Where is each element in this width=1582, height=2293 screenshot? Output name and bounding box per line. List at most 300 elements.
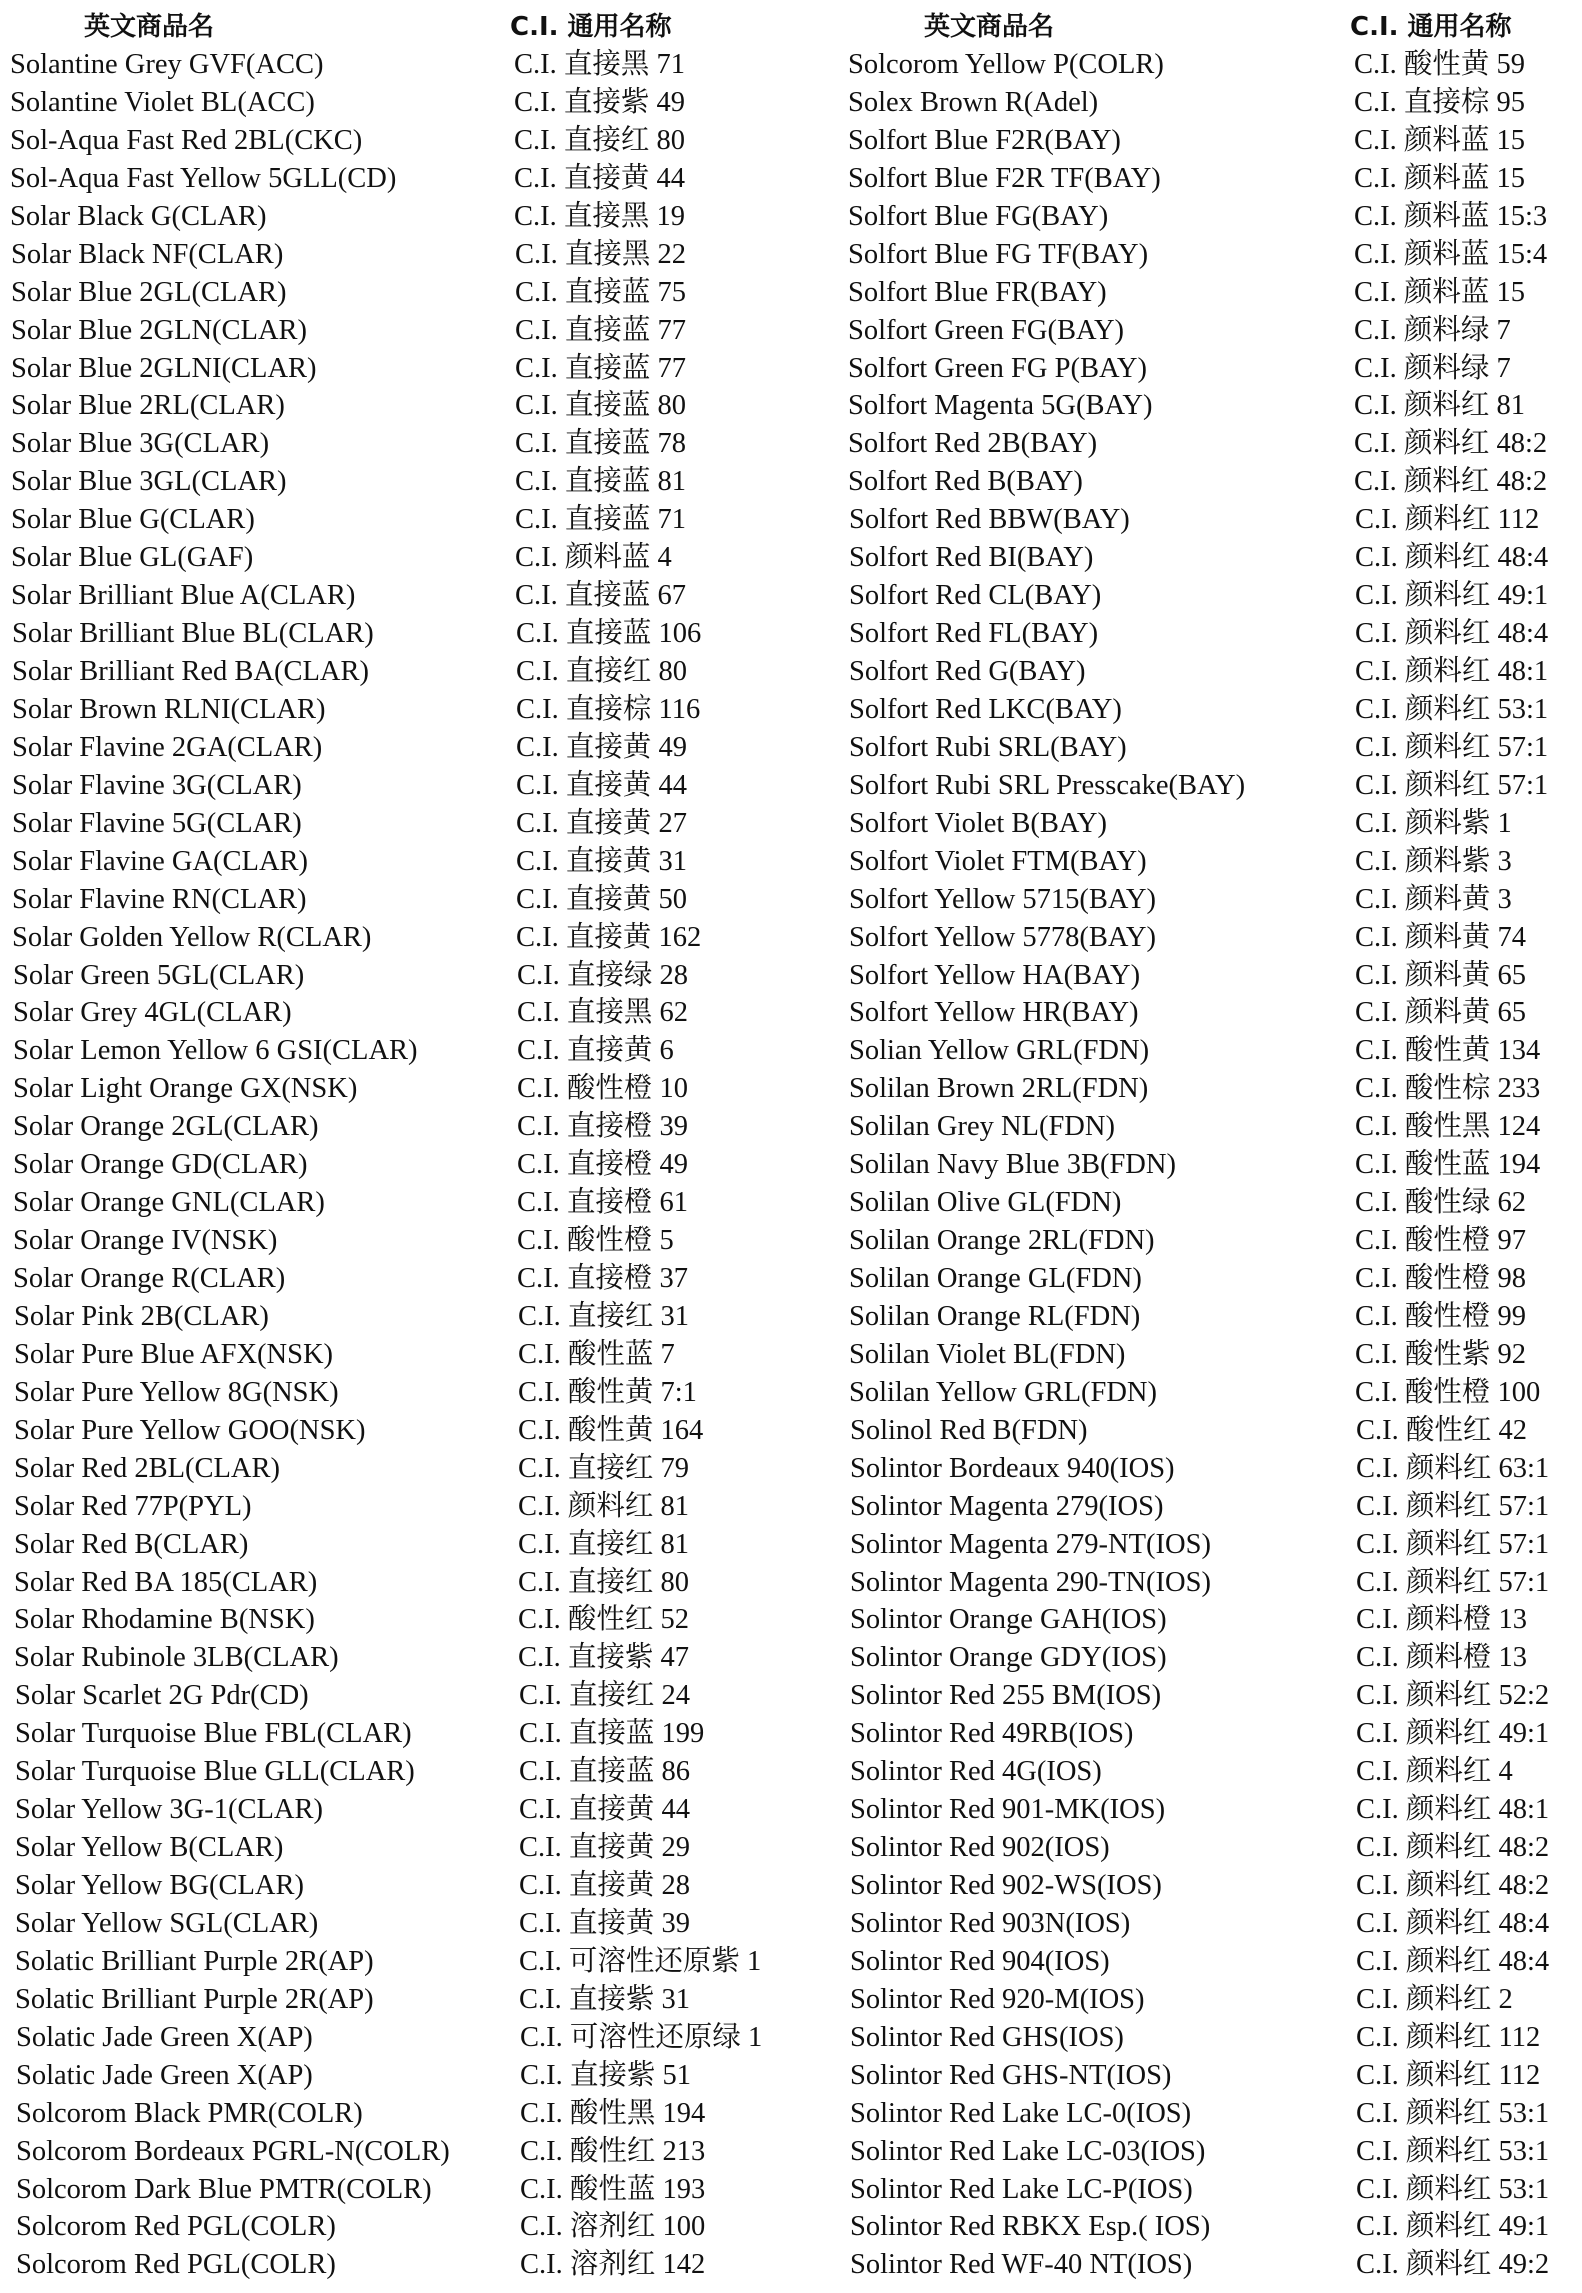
ci-name-cell: C.I. 直接紫 51 xyxy=(520,2059,692,2091)
table-row xyxy=(848,2133,1578,2171)
left-column-group xyxy=(10,8,840,2284)
ci-name-cell: C.I. 直接蓝 75 xyxy=(515,276,687,308)
table-row xyxy=(848,160,1578,198)
trade-name-cell: Solintor Red 903N(IOS) xyxy=(850,1907,1131,1939)
ci-name-cell: C.I. 颜料红 53:1 xyxy=(1356,2135,1550,2167)
ci-name-cell: C.I. 颜料红 112 xyxy=(1356,2021,1541,2053)
trade-name-cell: Solfort Red LKC(BAY) xyxy=(849,693,1122,725)
ci-name-cell: C.I. 颜料红 48:2 xyxy=(1356,1832,1550,1864)
ci-name-cell: C.I. 颜料蓝 4 xyxy=(515,542,672,574)
ci-name-cell: C.I. 酸性橙 98 xyxy=(1355,1263,1527,1294)
trade-name-cell: Solar Flavine GA(CLAR) xyxy=(12,845,309,877)
table-row xyxy=(10,160,840,198)
trade-name-cell: Solar Pure Yellow GOO(NSK) xyxy=(14,1414,366,1446)
table-row xyxy=(848,577,1578,615)
trade-name-cell: Solatic Jade Green X(AP) xyxy=(16,2021,313,2053)
table-row xyxy=(10,2095,840,2133)
ci-name-cell: C.I. 颜料绿 7 xyxy=(1354,352,1511,384)
ci-name-cell: C.I. 直接黄 29 xyxy=(519,1832,691,1864)
trade-name-cell: Solar Blue G(CLAR) xyxy=(11,504,255,536)
ci-name-cell: C.I. 直接蓝 86 xyxy=(519,1756,691,1788)
left-rows xyxy=(10,46,840,2284)
table-row xyxy=(848,1222,1578,1260)
table-row xyxy=(848,350,1578,388)
trade-name-cell: Solfort Yellow HA(BAY) xyxy=(849,959,1141,991)
trade-name-cell: Solar Orange GNL(CLAR) xyxy=(13,1187,325,1219)
trade-name-cell: Solex Brown R(Adel) xyxy=(848,86,1099,118)
table-row xyxy=(848,615,1578,653)
trade-name-cell: Solfort Violet B(BAY) xyxy=(849,807,1107,839)
trade-name-cell: Solcorom Dark Blue PMTR(COLR) xyxy=(16,2173,432,2205)
trade-name-cell: Solfort Red BBW(BAY) xyxy=(849,504,1130,536)
table-row xyxy=(848,1601,1578,1639)
table-row xyxy=(10,1070,840,1108)
trade-name-cell: Solcorom Bordeaux PGRL-N(COLR) xyxy=(16,2135,450,2167)
table-row xyxy=(848,2057,1578,2095)
ci-name-cell: C.I. 酸性黑 124 xyxy=(1355,1111,1541,1143)
table-row xyxy=(10,2208,840,2246)
ci-name-cell: C.I. 可溶性还原绿 1 xyxy=(520,2021,763,2053)
trade-name-cell: Solar Pure Yellow 8G(NSK) xyxy=(14,1376,339,1408)
trade-name-cell: Solilan Orange 2RL(FDN) xyxy=(849,1225,1155,1257)
trade-name-cell: Solfort Red BI(BAY) xyxy=(849,542,1094,574)
table-row xyxy=(848,729,1578,767)
trade-name-cell: Solintor Red Lake LC-0(IOS) xyxy=(850,2097,1192,2129)
table-row xyxy=(10,46,840,84)
table-row xyxy=(848,957,1578,995)
table-row xyxy=(848,2019,1578,2057)
trade-name-cell: Solintor Magenta 290-TN(IOS) xyxy=(850,1566,1211,1598)
trade-name-cell: Solfort Violet FTM(BAY) xyxy=(849,845,1147,877)
trade-name-cell: Solar Red 2BL(CLAR) xyxy=(14,1452,280,1484)
ci-name-cell: C.I. 酸性橙 100 xyxy=(1355,1376,1541,1408)
trade-name-cell: Solar Orange GD(CLAR) xyxy=(13,1149,308,1181)
table-row xyxy=(10,653,840,691)
table-row xyxy=(848,1753,1578,1791)
ci-name-cell: C.I. 颜料红 2 xyxy=(1356,1983,1513,2015)
ci-name-cell: C.I. 酸性橙 97 xyxy=(1355,1225,1527,1257)
table-row xyxy=(10,1564,840,1602)
trade-name-cell: Solar Turquoise Blue FBL(CLAR) xyxy=(15,1718,412,1750)
table-row xyxy=(10,501,840,539)
table-row xyxy=(10,1488,840,1526)
ci-name-cell: C.I. 颜料红 48:4 xyxy=(1356,1945,1550,1977)
ci-name-cell: C.I. 直接黄 44 xyxy=(516,769,688,801)
table-row xyxy=(10,198,840,236)
trade-name-cell: Solintor Red Lake LC-03(IOS) xyxy=(850,2135,1206,2167)
left-header-row xyxy=(10,8,840,46)
trade-name-cell: Solar Golden Yellow R(CLAR) xyxy=(12,921,372,953)
ci-name-cell: C.I. 酸性黑 194 xyxy=(520,2097,706,2129)
ci-name-cell: C.I. 酸性绿 62 xyxy=(1355,1187,1527,1219)
table-row xyxy=(848,122,1578,160)
table-row xyxy=(848,274,1578,312)
trade-name-cell: Solilan Olive GL(FDN) xyxy=(849,1187,1122,1219)
trade-name-cell: Solfort Blue FR(BAY) xyxy=(848,276,1107,308)
ci-name-cell: C.I. 颜料蓝 15:4 xyxy=(1354,238,1548,270)
trade-name-cell: Solar Pink 2B(CLAR) xyxy=(14,1300,269,1332)
table-row xyxy=(10,1981,840,2019)
ci-name-cell: C.I. 颜料红 81 xyxy=(518,1490,690,1522)
ci-name-cell: C.I. 酸性黄 134 xyxy=(1355,1035,1541,1067)
trade-name-cell: Solatic Brilliant Purple 2R(AP) xyxy=(15,1983,374,2015)
trade-name-cell: Solar Brilliant Blue A(CLAR) xyxy=(11,580,356,612)
trade-name-cell: Solian Yellow GRL(FDN) xyxy=(849,1035,1150,1067)
trade-name-cell: Solintor Red RBKX Esp.( IOS) xyxy=(850,2211,1211,2243)
trade-name-cell: Solfort Red 2B(BAY) xyxy=(848,428,1098,460)
table-row xyxy=(848,1943,1578,1981)
ci-name-cell: C.I. 直接红 80 xyxy=(516,656,688,687)
ci-name-cell: C.I. 直接黄 31 xyxy=(516,845,688,877)
trade-name-cell: Solar Black NF(CLAR) xyxy=(11,238,284,270)
table-row xyxy=(10,236,840,274)
ci-name-cell: C.I. 直接蓝 80 xyxy=(515,390,687,422)
trade-name-cell: Solar Flavine 3G(CLAR) xyxy=(12,769,302,801)
trade-name-cell: Solar Flavine 5G(CLAR) xyxy=(12,807,302,839)
right-header-trade-name: 英文商品名 xyxy=(924,12,1055,42)
table-row xyxy=(848,1412,1578,1450)
trade-name-cell: Solar Blue 2GLNI(CLAR) xyxy=(11,352,317,384)
ci-name-cell: C.I. 颜料红 53:1 xyxy=(1355,693,1549,725)
ci-name-cell: C.I. 直接蓝 67 xyxy=(515,580,687,612)
table-row xyxy=(10,1032,840,1070)
table-row xyxy=(10,615,840,653)
ci-name-cell: C.I. 颜料蓝 15 xyxy=(1354,162,1526,194)
trade-name-cell: Solar Grey 4GL(CLAR) xyxy=(13,997,292,1029)
table-row xyxy=(10,1677,840,1715)
table-row xyxy=(848,2095,1578,2133)
trade-name-cell: Solar Flavine RN(CLAR) xyxy=(12,883,307,915)
ci-name-cell: C.I. 颜料红 49:1 xyxy=(1355,580,1549,612)
table-row xyxy=(848,653,1578,691)
table-row xyxy=(848,1108,1578,1146)
table-row xyxy=(10,843,840,881)
trade-name-cell: Solintor Red 901-MK(IOS) xyxy=(850,1794,1166,1826)
trade-name-cell: Solintor Magenta 279-NT(IOS) xyxy=(850,1528,1211,1560)
trade-name-cell: Solfort Yellow HR(BAY) xyxy=(849,997,1139,1029)
ci-name-cell: C.I. 溶剂红 142 xyxy=(520,2249,706,2281)
ci-name-cell: C.I. 酸性黄 59 xyxy=(1354,49,1526,80)
table-row xyxy=(10,1184,840,1222)
table-row xyxy=(10,1222,840,1260)
trade-name-cell: Solintor Red GHS(IOS) xyxy=(850,2021,1124,2053)
ci-name-cell: C.I. 颜料紫 1 xyxy=(1355,807,1512,839)
table-row xyxy=(10,1791,840,1829)
ci-name-cell: C.I. 直接蓝 81 xyxy=(515,466,687,498)
table-row xyxy=(848,1336,1578,1374)
ci-name-cell: C.I. 直接棕 116 xyxy=(516,693,701,725)
trade-name-cell: Solintor Magenta 279(IOS) xyxy=(850,1490,1164,1522)
ci-name-cell: C.I. 直接蓝 77 xyxy=(515,314,687,346)
trade-name-cell: Solar Orange R(CLAR) xyxy=(13,1263,286,1294)
table-row xyxy=(848,994,1578,1032)
ci-name-cell: C.I. 直接红 81 xyxy=(518,1528,690,1560)
table-row xyxy=(10,1374,840,1412)
trade-name-cell: Solfort Blue F2R(BAY) xyxy=(848,124,1121,156)
trade-name-cell: Solar Blue 2RL(CLAR) xyxy=(11,390,285,422)
trade-name-cell: Solintor Red Lake LC-P(IOS) xyxy=(850,2173,1193,2205)
table-row xyxy=(848,881,1578,919)
table-row xyxy=(10,1753,840,1791)
table-row xyxy=(848,843,1578,881)
trade-name-cell: Solar Blue 3GL(CLAR) xyxy=(11,466,287,498)
trade-name-cell: Solar Yellow BG(CLAR) xyxy=(15,1870,304,1901)
table-row xyxy=(848,1450,1578,1488)
table-row xyxy=(848,312,1578,350)
ci-name-cell: C.I. 颜料红 49:1 xyxy=(1356,2211,1550,2243)
ci-name-cell: C.I. 直接黄 27 xyxy=(516,807,688,839)
ci-name-cell: C.I. 颜料红 53:1 xyxy=(1356,2097,1550,2129)
table-row xyxy=(10,1943,840,1981)
table-row xyxy=(10,312,840,350)
ci-name-cell: C.I. 颜料黄 65 xyxy=(1355,997,1527,1029)
table-row xyxy=(848,463,1578,501)
table-row xyxy=(10,1450,840,1488)
table-row xyxy=(10,1146,840,1184)
trade-name-cell: Solfort Green FG(BAY) xyxy=(848,314,1125,346)
trade-name-cell: Solar Rhodamine B(NSK) xyxy=(14,1604,315,1636)
ci-name-cell: C.I. 酸性棕 233 xyxy=(1355,1073,1541,1105)
table-row xyxy=(10,539,840,577)
table-row xyxy=(10,84,840,122)
table-row xyxy=(10,805,840,843)
table-row xyxy=(848,919,1578,957)
table-row xyxy=(848,1829,1578,1867)
trade-name-cell: Solfort Rubi SRL(BAY) xyxy=(849,731,1127,763)
trade-name-cell: Solar Yellow B(CLAR) xyxy=(15,1832,284,1864)
table-row xyxy=(10,957,840,995)
trade-name-cell: Solar Blue 3G(CLAR) xyxy=(11,428,270,460)
ci-name-cell: C.I. 酸性黄 164 xyxy=(518,1414,704,1446)
trade-name-cell: Solar Orange IV(NSK) xyxy=(13,1225,278,1257)
trade-name-cell: Solar Black G(CLAR) xyxy=(10,200,267,232)
ci-name-cell: C.I. 颜料红 48:2 xyxy=(1354,466,1548,498)
ci-name-cell: C.I. 颜料红 48:2 xyxy=(1356,1870,1550,1901)
ci-name-cell: C.I. 直接黄 39 xyxy=(519,1907,691,1939)
ci-name-cell: C.I. 直接绿 28 xyxy=(517,959,689,991)
ci-name-cell: C.I. 颜料绿 7 xyxy=(1354,314,1511,346)
ci-name-cell: C.I. 颜料红 52:2 xyxy=(1356,1680,1550,1712)
ci-name-cell: C.I. 直接蓝 71 xyxy=(515,504,687,536)
table-row xyxy=(848,1564,1578,1602)
trade-name-cell: Solar Scarlet 2G Pdr(CD) xyxy=(15,1680,309,1712)
table-row xyxy=(10,1108,840,1146)
ci-name-cell: C.I. 颜料红 53:1 xyxy=(1356,2173,1550,2205)
trade-name-cell: Solar Turquoise Blue GLL(CLAR) xyxy=(15,1756,415,1788)
table-row xyxy=(848,1791,1578,1829)
trade-name-cell: Solintor Red 49RB(IOS) xyxy=(850,1718,1134,1750)
table-row xyxy=(848,1260,1578,1298)
trade-name-cell: Solintor Red 255 BM(IOS) xyxy=(850,1680,1162,1712)
ci-name-cell: C.I. 颜料红 49:2 xyxy=(1356,2249,1550,2281)
ci-name-cell: C.I. 直接黑 19 xyxy=(514,200,686,232)
table-row xyxy=(848,236,1578,274)
ci-name-cell: C.I. 颜料红 48:4 xyxy=(1355,618,1549,650)
ci-name-cell: C.I. 可溶性还原紫 1 xyxy=(519,1945,762,1977)
trade-name-cell: Solintor Red 904(IOS) xyxy=(850,1945,1110,1977)
table-row xyxy=(848,1298,1578,1336)
ci-name-cell: C.I. 直接橙 61 xyxy=(517,1187,689,1219)
trade-name-cell: Solar Brilliant Blue BL(CLAR) xyxy=(12,618,374,650)
trade-name-cell: Solfort Rubi SRL Presscake(BAY) xyxy=(849,769,1246,801)
ci-name-cell: C.I. 酸性红 52 xyxy=(518,1604,690,1636)
table-row xyxy=(848,2246,1578,2284)
ci-name-cell: C.I. 直接棕 95 xyxy=(1354,86,1526,118)
trade-name-cell: Solilan Yellow GRL(FDN) xyxy=(849,1376,1157,1408)
ci-name-cell: C.I. 直接红 24 xyxy=(519,1680,691,1712)
trade-name-cell: Solfort Magenta 5G(BAY) xyxy=(848,390,1153,422)
ci-name-cell: C.I. 直接黄 50 xyxy=(516,883,688,915)
trade-name-cell: Solatic Brilliant Purple 2R(AP) xyxy=(15,1945,374,1977)
table-row xyxy=(10,577,840,615)
table-row xyxy=(848,805,1578,843)
ci-name-cell: C.I. 颜料红 57:1 xyxy=(1355,731,1549,763)
table-row xyxy=(848,1184,1578,1222)
trade-name-cell: Solar Red BA 185(CLAR) xyxy=(14,1566,318,1598)
table-row xyxy=(848,1032,1578,1070)
ci-name-cell: C.I. 颜料红 81 xyxy=(1354,390,1526,422)
table-row xyxy=(848,539,1578,577)
trade-name-cell: Solar Blue 2GL(CLAR) xyxy=(11,276,287,308)
trade-name-cell: Solfort Red FL(BAY) xyxy=(849,618,1099,650)
right-column-group xyxy=(848,8,1578,2284)
trade-name-cell: Solar Flavine 2GA(CLAR) xyxy=(12,731,323,763)
ci-name-cell: C.I. 直接黄 44 xyxy=(519,1794,691,1826)
ci-name-cell: C.I. 直接黑 71 xyxy=(514,49,686,80)
table-row xyxy=(848,387,1578,425)
trade-name-cell: Solar Light Orange GX(NSK) xyxy=(13,1073,358,1105)
ci-name-cell: C.I. 颜料红 112 xyxy=(1355,504,1540,536)
table-row xyxy=(10,729,840,767)
trade-name-cell: Solantine Violet BL(ACC) xyxy=(10,86,315,118)
table-row xyxy=(848,767,1578,805)
ci-name-cell: C.I. 酸性黄 7:1 xyxy=(518,1376,697,1408)
table-row xyxy=(10,463,840,501)
table-row xyxy=(848,1488,1578,1526)
table-row xyxy=(10,2133,840,2171)
table-row xyxy=(848,2208,1578,2246)
ci-name-cell: C.I. 颜料红 57:1 xyxy=(1356,1566,1550,1598)
ci-name-cell: C.I. 颜料橙 13 xyxy=(1356,1604,1528,1636)
ci-name-cell: C.I. 颜料红 48:4 xyxy=(1355,542,1549,574)
ci-name-cell: C.I. 颜料红 112 xyxy=(1356,2059,1541,2091)
table-row xyxy=(10,1336,840,1374)
ci-name-cell: C.I. 直接橙 39 xyxy=(517,1111,689,1143)
left-header-trade-name: 英文商品名 xyxy=(84,12,215,42)
ci-name-cell: C.I. 颜料蓝 15 xyxy=(1354,276,1526,308)
left-header-ci-name: C.I. 通用名称 xyxy=(510,12,672,42)
ci-name-cell: C.I. 直接黄 6 xyxy=(517,1035,674,1067)
trade-name-cell: Solfort Red G(BAY) xyxy=(849,656,1086,687)
ci-name-cell: C.I. 颜料红 63:1 xyxy=(1356,1452,1550,1484)
trade-name-cell: Solar Yellow SGL(CLAR) xyxy=(15,1907,319,1939)
table-row xyxy=(10,425,840,463)
trade-name-cell: Solintor Bordeaux 940(IOS) xyxy=(850,1452,1175,1484)
table-row xyxy=(10,2019,840,2057)
ci-name-cell: C.I. 直接黄 49 xyxy=(516,731,688,763)
ci-name-cell: C.I. 直接紫 49 xyxy=(514,86,686,118)
trade-name-cell: Solfort Red B(BAY) xyxy=(848,466,1083,498)
table-row xyxy=(848,1526,1578,1564)
trade-name-cell: Solfort Red CL(BAY) xyxy=(849,580,1102,612)
ci-name-cell: C.I. 颜料红 49:1 xyxy=(1356,1718,1550,1750)
trade-name-cell: Solar Brilliant Red BA(CLAR) xyxy=(12,656,370,687)
table-row xyxy=(848,691,1578,729)
table-row xyxy=(10,1905,840,1943)
ci-name-cell: C.I. 酸性蓝 193 xyxy=(520,2173,706,2205)
table-row xyxy=(848,1867,1578,1905)
table-row xyxy=(10,2246,840,2284)
ci-name-cell: C.I. 颜料蓝 15:3 xyxy=(1354,200,1548,232)
ci-name-cell: C.I. 酸性蓝 194 xyxy=(1355,1149,1541,1181)
trade-name-cell: Solar Red B(CLAR) xyxy=(14,1528,249,1560)
ci-name-cell: C.I. 直接红 79 xyxy=(518,1452,690,1484)
table-row xyxy=(848,46,1578,84)
ci-name-cell: C.I. 酸性橙 5 xyxy=(517,1225,674,1257)
right-header-ci-name: C.I. 通用名称 xyxy=(1350,12,1512,42)
table-row xyxy=(10,350,840,388)
ci-name-cell: C.I. 酸性橙 10 xyxy=(517,1073,689,1105)
trade-name-cell: Solintor Red 920-M(IOS) xyxy=(850,1983,1145,2015)
ci-name-cell: C.I. 直接红 80 xyxy=(514,124,686,156)
table-row xyxy=(10,1639,840,1677)
trade-name-cell: Solar Blue 2GLN(CLAR) xyxy=(11,314,308,346)
ci-name-cell: C.I. 颜料红 57:1 xyxy=(1355,769,1549,801)
trade-name-cell: Solar Blue GL(GAF) xyxy=(11,542,254,574)
ci-name-cell: C.I. 颜料黄 3 xyxy=(1355,883,1512,915)
ci-name-cell: C.I. 直接红 80 xyxy=(518,1566,690,1598)
ci-name-cell: C.I. 酸性红 213 xyxy=(520,2135,706,2167)
trade-name-cell: Solar Brown RLNI(CLAR) xyxy=(12,693,326,725)
ci-name-cell: C.I. 直接黄 44 xyxy=(514,162,686,194)
right-header-row xyxy=(848,8,1578,46)
trade-name-cell: Solatic Jade Green X(AP) xyxy=(16,2059,313,2091)
trade-name-cell: Sol-Aqua Fast Red 2BL(CKC) xyxy=(10,124,363,156)
trade-name-cell: Solar Orange 2GL(CLAR) xyxy=(13,1111,319,1143)
trade-name-cell: Solcorom Red PGL(COLR) xyxy=(16,2211,336,2243)
ci-name-cell: C.I. 直接红 31 xyxy=(518,1300,690,1332)
table-row xyxy=(848,1677,1578,1715)
table-row xyxy=(10,691,840,729)
table-row xyxy=(10,1526,840,1564)
ci-name-cell: C.I. 直接橙 37 xyxy=(517,1263,689,1294)
table-row xyxy=(848,1905,1578,1943)
trade-name-cell: Solintor Red 902(IOS) xyxy=(850,1832,1110,1864)
table-row xyxy=(10,767,840,805)
trade-name-cell: Solfort Yellow 5715(BAY) xyxy=(849,883,1156,915)
trade-name-cell: Solfort Green FG P(BAY) xyxy=(848,352,1147,384)
trade-name-cell: Solcorom Yellow P(COLR) xyxy=(848,49,1164,80)
ci-name-cell: C.I. 直接橙 49 xyxy=(517,1149,689,1181)
trade-name-cell: Solfort Blue FG(BAY) xyxy=(848,200,1109,232)
trade-name-cell: Solilan Navy Blue 3B(FDN) xyxy=(849,1149,1176,1181)
trade-name-cell: Solfort Blue FG TF(BAY) xyxy=(848,238,1149,270)
ci-name-cell: C.I. 酸性蓝 7 xyxy=(518,1338,675,1370)
ci-name-cell: C.I. 直接蓝 106 xyxy=(516,618,702,650)
ci-name-cell: C.I. 直接黑 22 xyxy=(515,238,687,270)
ci-name-cell: C.I. 颜料黄 74 xyxy=(1355,921,1527,953)
table-row xyxy=(848,1374,1578,1412)
right-rows xyxy=(848,46,1578,2284)
trade-name-cell: Sol-Aqua Fast Yellow 5GLL(CD) xyxy=(10,162,397,194)
ci-name-cell: C.I. 颜料红 48:1 xyxy=(1355,656,1549,687)
table-row xyxy=(848,501,1578,539)
trade-name-cell: Solantine Grey GVF(ACC) xyxy=(10,49,324,80)
trade-name-cell: Solilan Violet BL(FDN) xyxy=(849,1338,1126,1370)
trade-name-cell: Solintor Red 902-WS(IOS) xyxy=(850,1870,1162,1901)
trade-name-cell: Solinol Red B(FDN) xyxy=(850,1414,1088,1446)
trade-name-cell: Solar Lemon Yellow 6 GSI(CLAR) xyxy=(13,1035,418,1067)
